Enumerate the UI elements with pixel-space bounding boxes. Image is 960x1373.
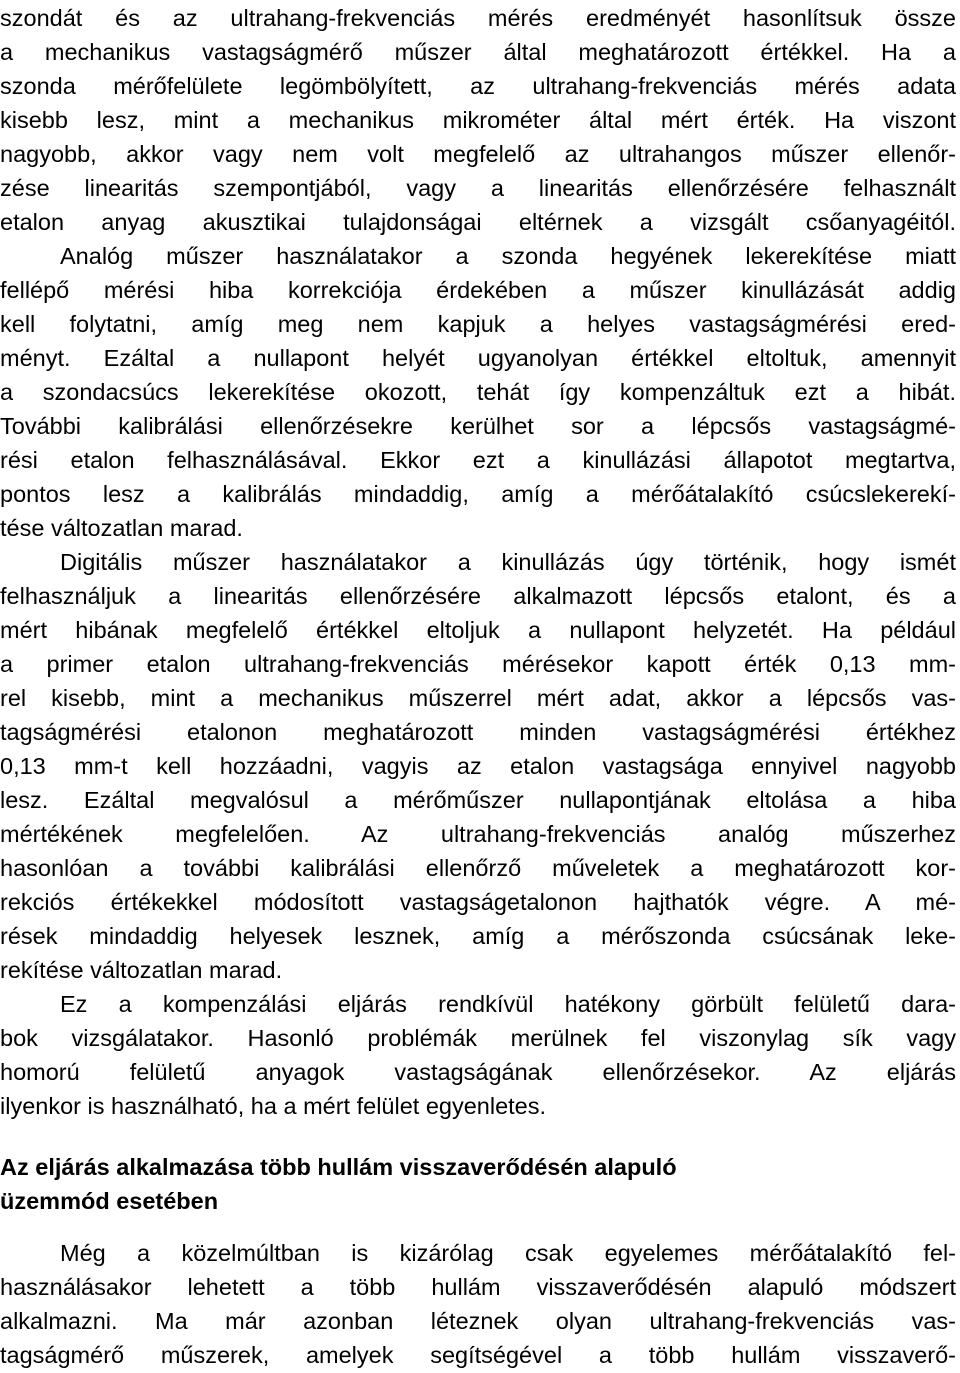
text-line: fellépő mérési hiba korrekciója érdekében a műszer kinullázását addig bbox=[0, 277, 956, 303]
text-line: homorú felületű anyagok vastagságának ellenőrzésekor. Az eljárás bbox=[0, 1059, 956, 1085]
text-line: Digitális műszer használatakor a kinullázás úgy történik, hogy ismét bbox=[60, 549, 956, 575]
text-line: tése változatlan marad. bbox=[0, 515, 243, 541]
text-line: szonda mérőfelülete legömbölyített, az ultrahang-frekvenciás mérés adata bbox=[0, 73, 956, 99]
text-line: kisebb lesz, mint a mechanikus mikrométer által mért érték. Ha viszont bbox=[0, 107, 956, 133]
text-line: tagságmérési etalonon meghatározott minden vastagságmérési értékhez bbox=[0, 719, 956, 745]
text-line: tagságmérő műszerek, amelyek segítségével a több hullám visszaverő- bbox=[0, 1342, 956, 1368]
text-line: pontos lesz a kalibrálás mindaddig, amíg a mérőátalakító csúcslekerekí- bbox=[0, 481, 956, 507]
text-line: Még a közelmúltban is kizárólag csak egyelemes mérőátalakító fel- bbox=[60, 1240, 956, 1266]
text-line: felhasználjuk a linearitás ellenőrzésére alkalmazott lépcsős etalont, és a bbox=[0, 583, 956, 609]
text-line: 0,13 mm-t kell hozzáadni, vagyis az etalon vastagsága ennyivel nagyobb bbox=[0, 753, 956, 779]
text-line: ményt. Ezáltal a nullapont helyét ugyanolyan értékkel eltoltuk, amennyit bbox=[0, 345, 956, 371]
text-line: rekítése változatlan marad. bbox=[0, 957, 283, 983]
text-line: Ez a kompenzálási eljárás rendkívül hatékony görbült felületű dara- bbox=[60, 991, 956, 1017]
text-line: rési etalon felhasználásával. Ekkor ezt a kinullázási állapotot megtartva, bbox=[0, 447, 956, 473]
text-line: etalon anyag akusztikai tulajdonságai eltérnek a vizsgált csőanyagéitól. bbox=[0, 209, 956, 235]
text-line: rekciós értékekkel módosított vastagságetalonon hajthatók végre. A mé- bbox=[0, 889, 956, 915]
text-line: bok vizsgálatakor. Hasonló problémák merülnek fel viszonylag sík vagy bbox=[0, 1025, 956, 1051]
text-line: kell folytatni, amíg meg nem kapjuk a helyes vastagságmérési ered- bbox=[0, 311, 956, 337]
text-line: zése linearitás szempontjából, vagy a linearitás ellenőrzésére felhasznált bbox=[0, 175, 956, 201]
text-line: nagyobb, akkor vagy nem volt megfelelő az ultrahangos műszer ellenőr- bbox=[0, 141, 956, 167]
text-line: rések mindaddig helyesek lesznek, amíg a mérőszonda csúcsának leke- bbox=[0, 923, 956, 949]
text-line: szondát és az ultrahang-frekvenciás mérés eredményét hasonlítsuk össze bbox=[0, 5, 956, 31]
text-line: alkalmazni. Ma már azonban léteznek olyan ultrahang-frekvenciás vas- bbox=[0, 1308, 956, 1334]
text-line: További kalibrálási ellenőrzésekre kerülhet sor a lépcsős vastagságmé- bbox=[0, 413, 956, 439]
text-line: ilyenkor is használható, ha a mért felület egyenletes. bbox=[0, 1093, 547, 1119]
text-line: lesz. Ezáltal megvalósul a mérőműszer nullapontjának eltolása a hiba bbox=[0, 787, 956, 813]
heading-line: Az eljárás alkalmazása több hullám visszaverődésén alapuló bbox=[0, 1154, 677, 1180]
text-line: Analóg műszer használatakor a szonda hegyének lekerekítése miatt bbox=[60, 243, 956, 269]
text-line: hasonlóan a további kalibrálási ellenőrző műveletek a meghatározott kor- bbox=[0, 855, 956, 881]
heading-line: üzemmód esetében bbox=[0, 1188, 219, 1214]
text-line: a primer etalon ultrahang-frekvenciás mérésekor kapott érték 0,13 mm- bbox=[0, 651, 956, 677]
text-line: mértékének megfelelően. Az ultrahang-frekvenciás analóg műszerhez bbox=[0, 821, 956, 847]
text-line: a mechanikus vastagságmérő műszer által meghatározott értékkel. Ha a bbox=[0, 39, 956, 65]
text-line: használásakor lehetett a több hullám visszaverődésén alapuló módszert bbox=[0, 1274, 956, 1300]
text-line: rel kisebb, mint a mechanikus műszerrel mért adat, akkor a lépcsős vas- bbox=[0, 685, 956, 711]
text-line: mért hibának megfelelő értékkel eltoljuk a nullapont helyzetét. Ha például bbox=[0, 617, 956, 643]
text-line: a szondacsúcs lekerekítése okozott, tehát így kompenzáltuk ezt a hibát. bbox=[0, 379, 956, 405]
